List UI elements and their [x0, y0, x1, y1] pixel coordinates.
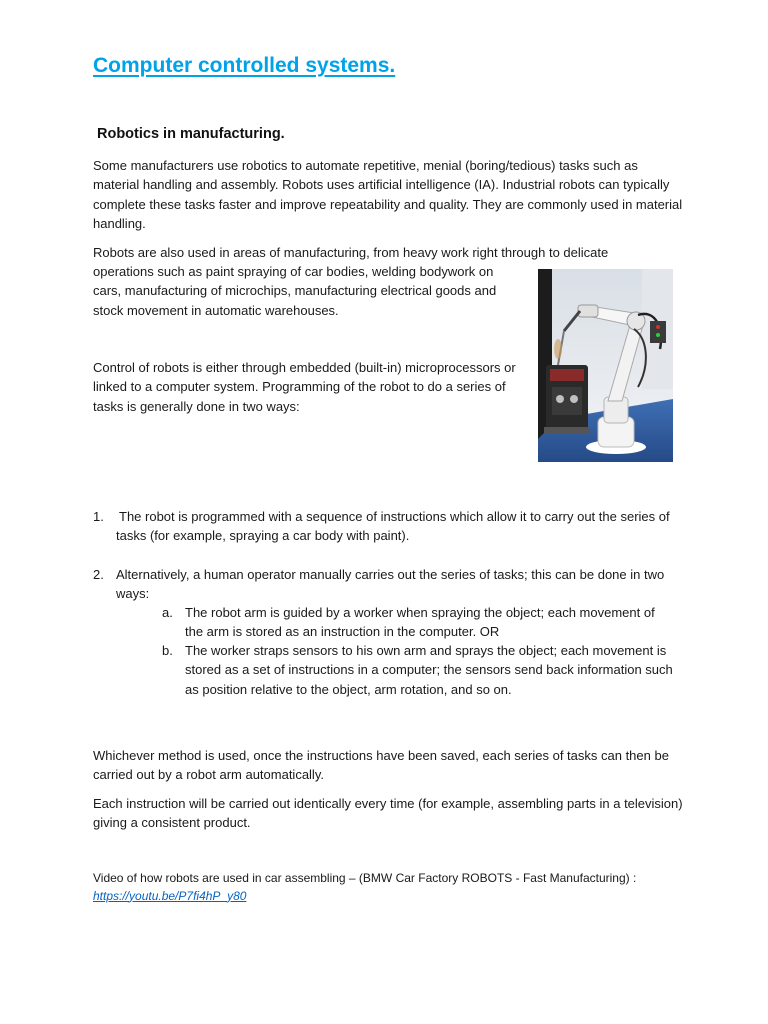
list-item-1 — [93, 507, 683, 547]
sublist-item-text: The robot arm is guided by a worker when spraying the object; each movement of the arm is stored as an instruction in the computer. OR — [185, 605, 655, 640]
video-link[interactable]: https://youtu.be/P7fi4hP_y80 — [93, 888, 247, 903]
video-description: Video of how robots are used in car assembling – (BMW Car Factory ROBOTS - Fast Manufacturing) — [93, 871, 630, 885]
paragraph-consistency: Each instruction will be carried out identically every time (for example, assembling parts in a television) giving a consistent product. — [93, 796, 683, 831]
sublist-item-text: The worker straps sensors to his own arm and sprays the object; each movement is stored as a set of instructions in a computer; the sensors send back information such as position relative to the object, arm rotation, and so on. — [185, 643, 673, 697]
sublist-item-a — [162, 603, 682, 643]
sublist-marker: a. — [162, 605, 173, 620]
list-item-text: Alternatively, a human operator manually carries out the series of tasks; this can be done in two ways: — [116, 567, 665, 602]
list-item-2 — [93, 565, 683, 605]
paragraph-control: Control of robots is either through embedded (built-in) microprocessors or linked to a computer system. Programming of the robot to do a series of tasks is generally done in two ways: — [93, 360, 516, 414]
video-separator: : — [629, 871, 637, 885]
section-heading: Robotics in manufacturing. — [97, 126, 285, 142]
sublist-item-b — [162, 641, 682, 721]
paragraph-intro: Some manufacturers use robotics to automate repetitive, menial (boring/tedious) tasks such as material handling and assembly. Robots uses artificial intelligence (IA). Industrial robots can typically complete these tasks faster and improve repeatability and quality. They are commonly used in material handling. — [93, 158, 683, 232]
sublist-marker: b. — [162, 643, 173, 658]
paragraph-method: Whichever method is used, once the instructions have been saved, each series of tasks can then be carried out by a robot arm automatically. — [93, 748, 669, 783]
video-reference — [93, 870, 683, 905]
page-title: Computer controlled systems. — [93, 54, 396, 77]
paragraph-uses: operations such as paint spraying of car bodies, welding bodywork on cars, manufacturing of microchips, manufacturing electrical goods and stock movement in automatic warehouses. — [93, 264, 497, 318]
robot-arm-image — [538, 269, 673, 462]
list-marker: 1. — [93, 509, 104, 524]
list-item-text: The robot is programmed with a sequence of instructions which allow it to carry out the series of tasks (for example, spraying a car body with paint). — [116, 509, 670, 544]
list-marker: 2. — [93, 567, 104, 582]
paragraph-uses-first-line: Robots are also used in areas of manufacturing, from heavy work right through to delicate — [93, 245, 609, 260]
